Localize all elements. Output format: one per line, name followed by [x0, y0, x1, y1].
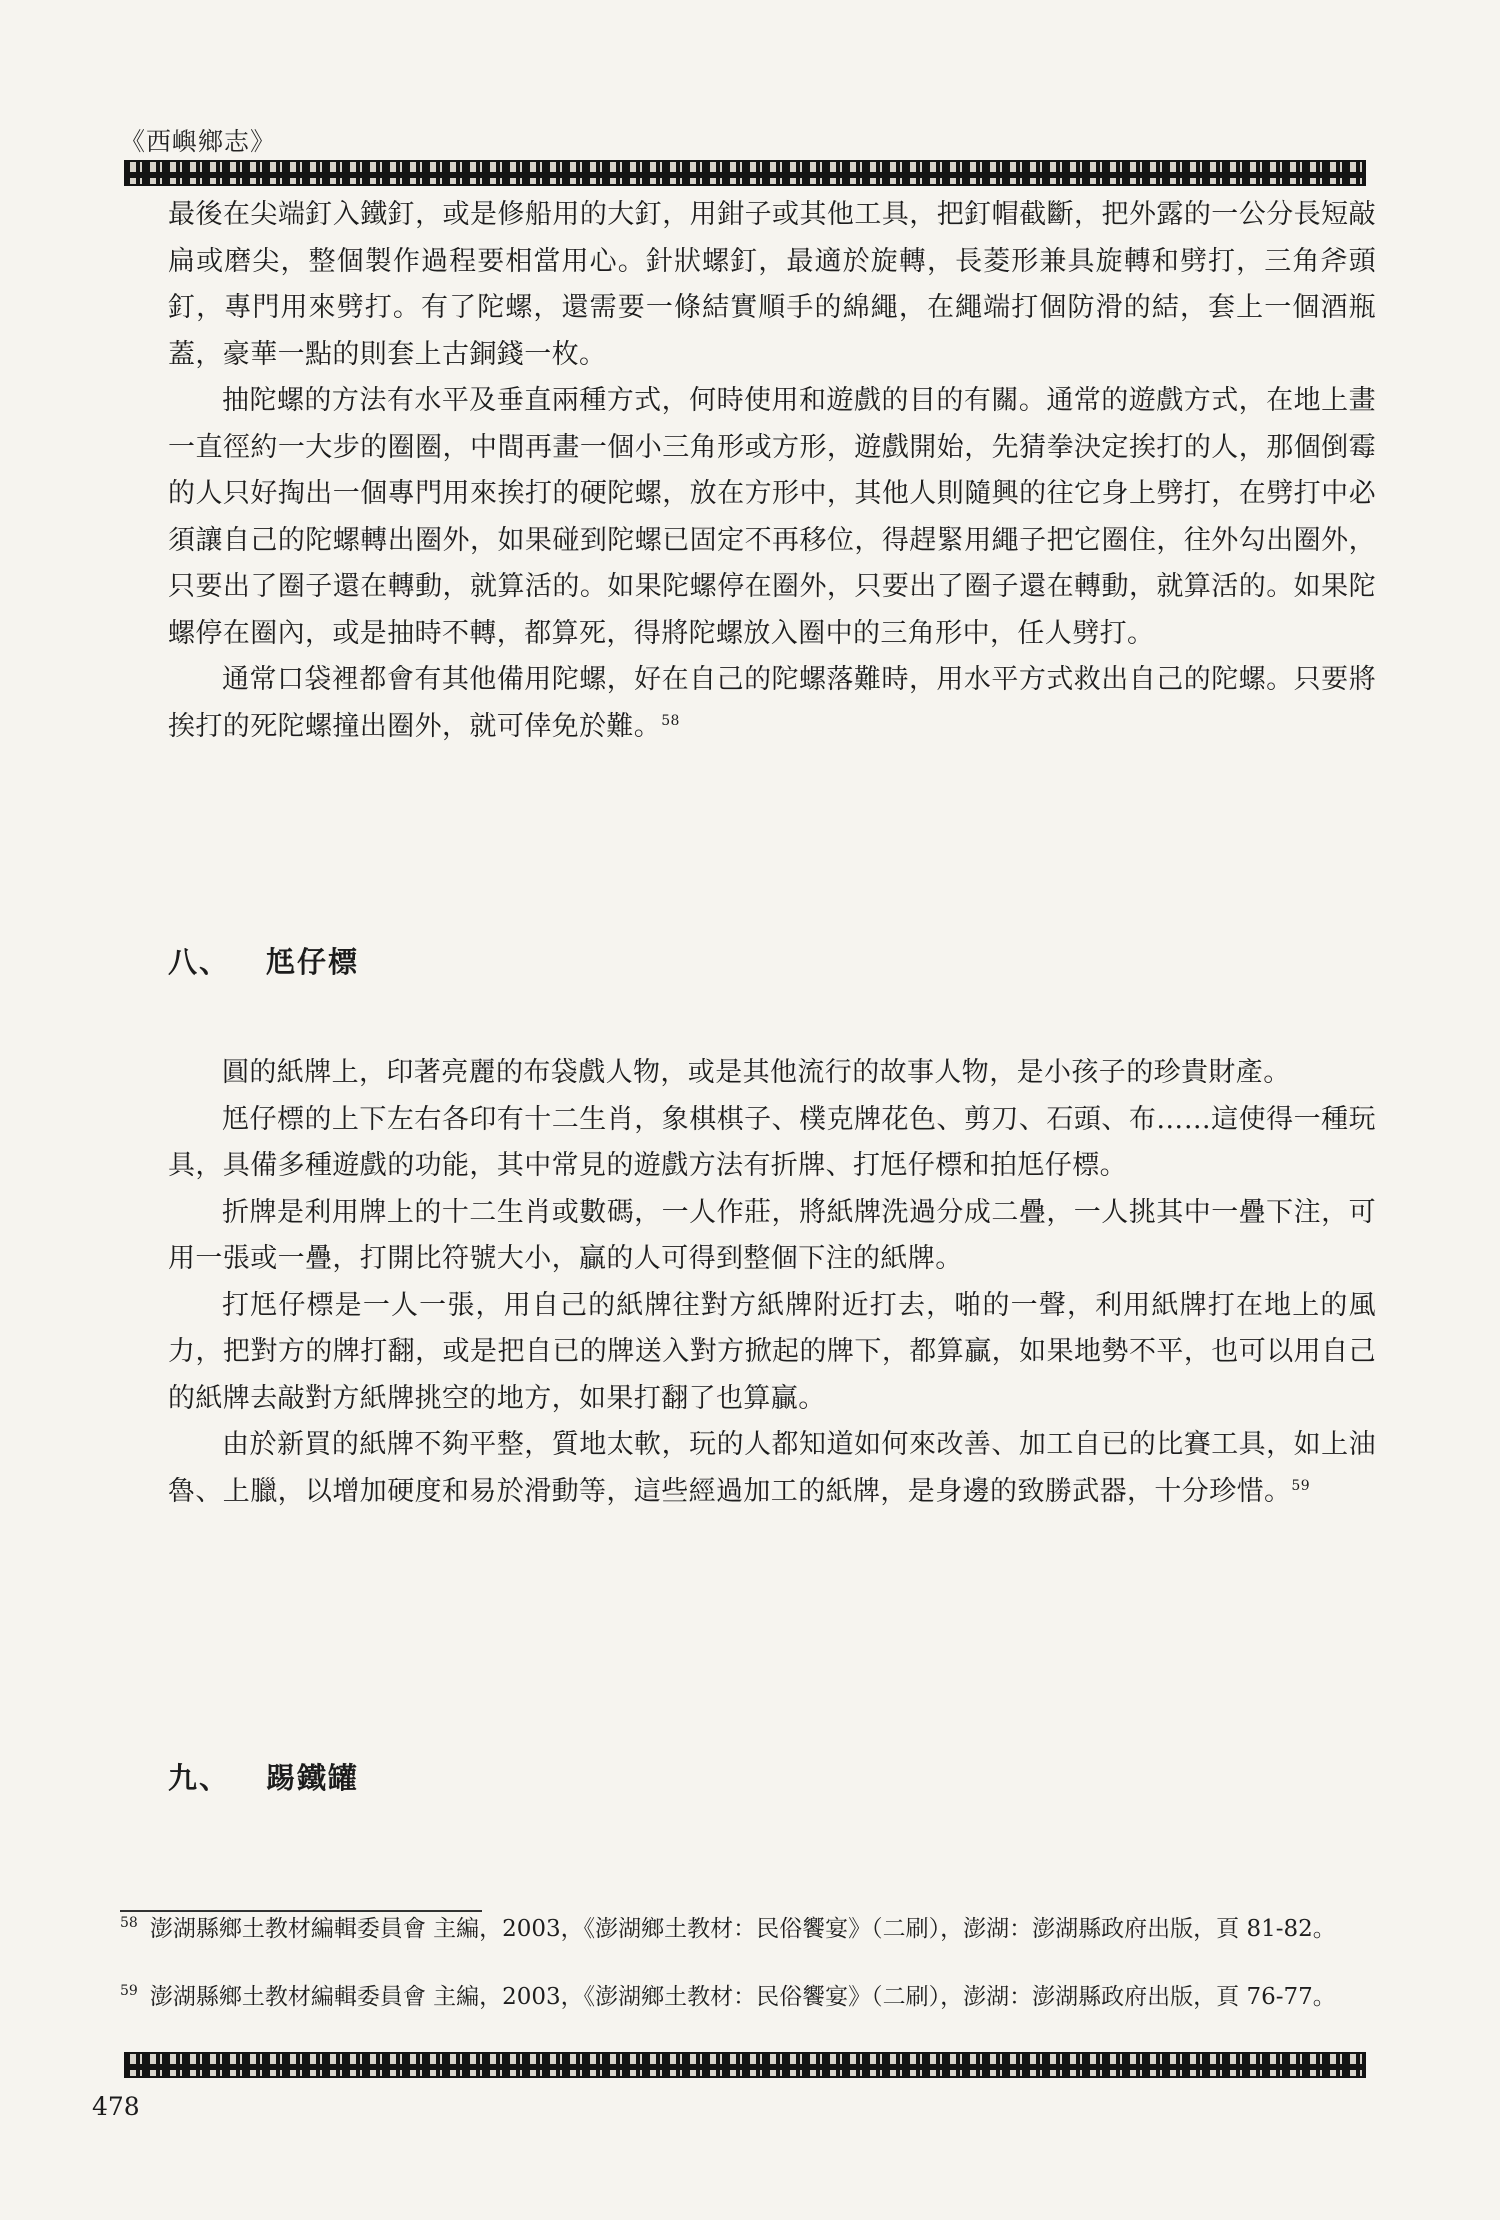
paragraph-nail-making: 最後在尖端釘入鐵釘，或是修船用的大釘，用鉗子或其他工具，把釘帽截斷，把外露的一公分長短敲扁或磨尖，整個製作過程要相當用心。針狀螺釘，最適於旋轉，長菱形兼具旋轉和劈打，三角斧頭釘，專門用來劈打。有了陀螺，還需要一條結實順手的綿繩，在繩端打個防滑的結，套上一個酒瓶蓋，豪華一點的則套上古銅錢一枚。	[168, 199, 1376, 370]
section-8-title: 尪仔標	[266, 945, 360, 979]
footnote-ref-58[interactable]: 58	[661, 712, 680, 729]
section-9-title: 踢鐵罐	[266, 1761, 360, 1795]
bottom-decorative-border	[124, 2052, 1366, 2078]
footnote-ref-59[interactable]: 59	[1291, 1477, 1311, 1494]
footnote-59-number: 59	[120, 1983, 138, 2000]
section-8-text-block	[168, 1050, 1376, 1515]
page-number: 478	[92, 2092, 140, 2121]
section-9-number: 九、	[168, 1761, 231, 1795]
paragraph-card-folding: 折牌是利用牌上的十二生肖或數碼，一人作莊，將紙牌洗過分成二疊，一人挑其中一疊下注，可用一張或一疊，打開比符號大小，贏的人可得到整個下注的紙牌。	[168, 1196, 1376, 1274]
top-text-block	[168, 192, 1376, 750]
running-header-title: 《西嶼鄉志》	[120, 127, 277, 156]
footnote-59-text: 澎湖縣鄉土教材編輯委員會 主編，2003，《澎湖鄉土教材：民俗饗宴》（二刷），澎湖：澎湖縣政府出版，頁 76-77。	[149, 1984, 1336, 2010]
paragraph-card-hitting: 打尪仔標是一人一張，用自己的紙牌往對方紙牌附近打去，啪的一聲，利用紙牌打在地上的風力，把對方的牌打翻，或是把自已的牌送入對方掀起的牌下，都算贏，如果地勢不平，也可以用自己的紙牌去敲對方紙牌挑空的地方，如果打翻了也算贏。	[168, 1289, 1376, 1414]
top-decorative-border	[124, 160, 1366, 186]
paragraph-card-intro: 圓的紙牌上，印著亮麗的布袋戲人物，或是其他流行的故事人物，是小孩子的珍貴財產。	[222, 1057, 1291, 1088]
paragraph-rescue-top	[168, 657, 1376, 750]
section-8-number: 八、	[168, 945, 231, 979]
footnote-58-text: 澎湖縣鄉土教材編輯委員會 主編，2003，《澎湖鄉土教材：民俗饗宴》（二刷），澎湖：澎湖縣政府出版，頁 81-82。	[149, 1916, 1336, 1942]
paragraph-rescue-top-text: 通常口袋裡都會有其他備用陀螺，好在自己的陀螺落難時，用水平方式救出自己的陀螺。只要將挨打的死陀螺撞出圈外，就可倖免於難。	[168, 664, 1376, 742]
paragraph-card-improve-text: 由於新買的紙牌不夠平整，質地太軟，玩的人都知道如何來改善、加工自已的比賽工具，如上油魯、上臘，以增加硬度和易於滑動等，這些經過加工的紙牌，是身邊的致勝武器，十分珍惜。	[168, 1429, 1376, 1507]
footnote-58	[120, 1912, 1382, 1946]
section-heading-8	[168, 940, 359, 981]
footnote-58-number: 58	[120, 1915, 138, 1932]
footnote-59	[120, 1980, 1382, 2014]
section-heading-9	[168, 1756, 359, 1797]
paragraph-card-symbols: 尪仔標的上下左右各印有十二生肖，象棋棋子、樸克牌花色、剪刀、石頭、布……這使得一種玩具，具備多種遊戲的功能，其中常見的遊戲方法有折牌、打尪仔標和拍尪仔標。	[168, 1103, 1376, 1181]
paragraph-spinning-methods: 抽陀螺的方法有水平及垂直兩種方式，何時使用和遊戲的目的有關。通常的遊戲方式，在地上畫一直徑約一大步的圈圈，中間再畫一個小三角形或方形，遊戲開始，先猜拳決定挨打的人，那個倒霉的人只好掏出一個專門用來挨打的硬陀螺，放在方形中，其他人則隨興的往它身上劈打，在劈打中必須讓自己的陀螺轉出圈外，如果碰到陀螺已固定不再移位，得趕緊用繩子把它圈住，往外勾出圈外，只要出了圈子還在轉動，就算活的。如果陀螺停在圈外，只要出了圈子還在轉動，就算活的。如果陀螺停在圈內，或是抽時不轉，都算死，得將陀螺放入圈中的三角形中，任人劈打。	[168, 385, 1376, 649]
paragraph-card-improve	[168, 1422, 1376, 1515]
